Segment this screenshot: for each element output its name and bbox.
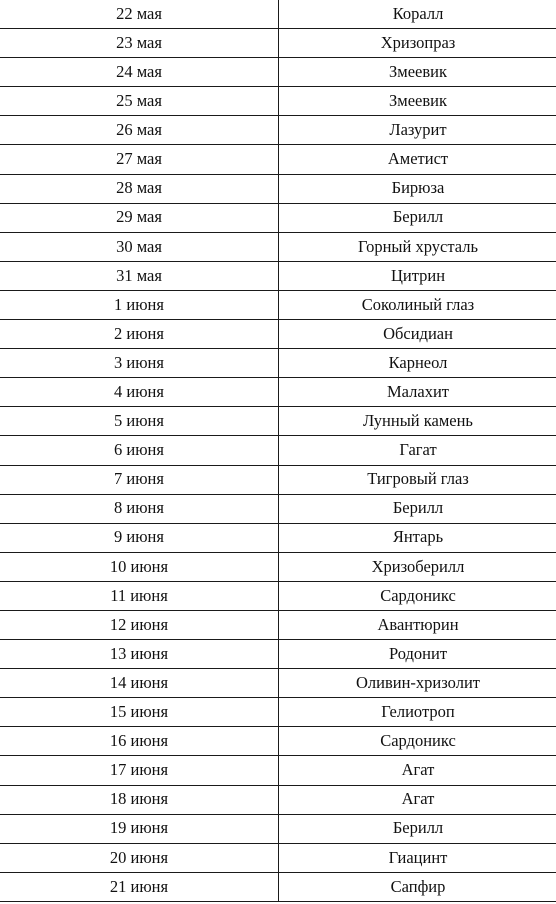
date-cell: 6 июня	[0, 436, 279, 465]
date-cell: 2 июня	[0, 320, 279, 349]
stone-cell: Лунный камень	[279, 407, 556, 436]
table-row	[0, 872, 556, 901]
table-row	[0, 581, 556, 610]
stone-cell: Оливин-хризолит	[279, 669, 556, 698]
stone-cell: Янтарь	[279, 523, 556, 552]
date-cell: 7 июня	[0, 465, 279, 494]
table-row	[0, 698, 556, 727]
stone-cell: Гелиотроп	[279, 698, 556, 727]
table-row	[0, 465, 556, 494]
date-cell: 8 июня	[0, 494, 279, 523]
date-cell: 5 июня	[0, 407, 279, 436]
date-cell: 24 мая	[0, 58, 279, 87]
date-cell: 20 июня	[0, 843, 279, 872]
table-row	[0, 436, 556, 465]
table-row	[0, 640, 556, 669]
stone-cell: Коралл	[279, 0, 556, 29]
table-row	[0, 349, 556, 378]
date-cell: 3 июня	[0, 349, 279, 378]
date-cell: 31 мая	[0, 261, 279, 290]
table-row	[0, 814, 556, 843]
table-row	[0, 523, 556, 552]
date-cell: 28 мая	[0, 174, 279, 203]
stone-cell: Горный хрусталь	[279, 232, 556, 261]
date-cell: 21 июня	[0, 872, 279, 901]
stone-cell: Гиацинт	[279, 843, 556, 872]
stone-cell: Берилл	[279, 203, 556, 232]
date-cell: 25 мая	[0, 87, 279, 116]
table-row	[0, 87, 556, 116]
date-cell: 10 июня	[0, 552, 279, 581]
table-row	[0, 756, 556, 785]
table-row	[0, 116, 556, 145]
date-cell: 4 июня	[0, 378, 279, 407]
date-cell: 19 июня	[0, 814, 279, 843]
table-row	[0, 669, 556, 698]
stone-cell: Змеевик	[279, 87, 556, 116]
stone-cell: Берилл	[279, 494, 556, 523]
table-row	[0, 494, 556, 523]
stone-cell: Сапфир	[279, 872, 556, 901]
table-row	[0, 232, 556, 261]
stone-cell: Лазурит	[279, 116, 556, 145]
date-cell: 17 июня	[0, 756, 279, 785]
stone-cell: Соколиный глаз	[279, 290, 556, 319]
table-row	[0, 174, 556, 203]
date-cell: 14 июня	[0, 669, 279, 698]
table-row	[0, 0, 556, 29]
table-row	[0, 290, 556, 319]
date-cell: 1 июня	[0, 290, 279, 319]
stone-cell: Карнеол	[279, 349, 556, 378]
date-cell: 11 июня	[0, 581, 279, 610]
stone-cell: Агат	[279, 785, 556, 814]
table-row	[0, 145, 556, 174]
date-cell: 26 мая	[0, 116, 279, 145]
stone-cell: Цитрин	[279, 261, 556, 290]
stone-cell: Змеевик	[279, 58, 556, 87]
date-cell: 30 мая	[0, 232, 279, 261]
stone-cell: Сардоникс	[279, 581, 556, 610]
stone-cell: Бирюза	[279, 174, 556, 203]
date-cell: 15 июня	[0, 698, 279, 727]
table-row	[0, 378, 556, 407]
stone-cell: Обсидиан	[279, 320, 556, 349]
stone-cell: Сардоникс	[279, 727, 556, 756]
date-cell: 13 июня	[0, 640, 279, 669]
stone-cell: Авантюрин	[279, 610, 556, 639]
date-cell: 18 июня	[0, 785, 279, 814]
table-row	[0, 58, 556, 87]
date-cell: 29 мая	[0, 203, 279, 232]
table-row	[0, 785, 556, 814]
table-row	[0, 261, 556, 290]
date-cell: 27 мая	[0, 145, 279, 174]
table-row	[0, 407, 556, 436]
table-row	[0, 29, 556, 58]
stone-cell: Аметист	[279, 145, 556, 174]
stone-cell: Агат	[279, 756, 556, 785]
table-row	[0, 320, 556, 349]
date-cell: 23 мая	[0, 29, 279, 58]
table-row	[0, 552, 556, 581]
date-cell: 22 мая	[0, 0, 279, 29]
date-cell: 9 июня	[0, 523, 279, 552]
table-row	[0, 610, 556, 639]
table-row	[0, 727, 556, 756]
table-row	[0, 843, 556, 872]
stone-cell: Тигровый глаз	[279, 465, 556, 494]
table-row	[0, 203, 556, 232]
stone-cell: Берилл	[279, 814, 556, 843]
date-cell: 12 июня	[0, 610, 279, 639]
stone-cell: Хризопраз	[279, 29, 556, 58]
stone-cell: Малахит	[279, 378, 556, 407]
stone-cell: Гагат	[279, 436, 556, 465]
stone-cell: Родонит	[279, 640, 556, 669]
stone-cell: Хризоберилл	[279, 552, 556, 581]
date-cell: 16 июня	[0, 727, 279, 756]
